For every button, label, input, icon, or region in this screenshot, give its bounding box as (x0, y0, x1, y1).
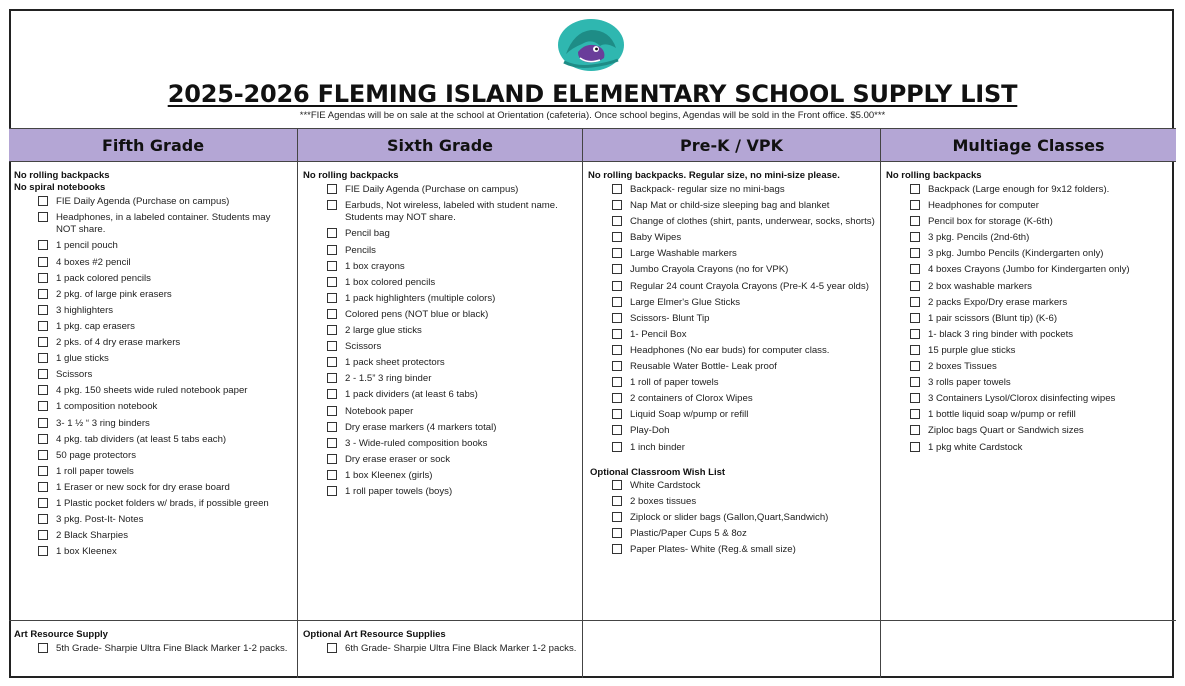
supply-item-label: Large Elmer's Glue Sticks (630, 296, 741, 308)
supply-item-label: 2 pkg. of large pink erasers (56, 288, 172, 300)
checkbox[interactable] (612, 345, 622, 355)
supply-item-label: 1 box Kleenex (girls) (345, 469, 433, 481)
supply-item-label: 3 pkg. Jumbo Pencils (Kindergarten only) (928, 248, 1104, 260)
column-heading: Fifth Grade (9, 128, 297, 162)
note: No spiral notebooks (14, 182, 106, 193)
checkbox[interactable] (38, 482, 48, 492)
supply-item-label: Ziploc bags Quart or Sandwich sizes (928, 425, 1084, 437)
checkbox[interactable] (910, 377, 920, 387)
supply-item (38, 530, 292, 542)
checkbox[interactable] (612, 377, 622, 387)
supply-item (327, 406, 577, 418)
checkbox[interactable] (38, 401, 48, 411)
checkbox[interactable] (910, 409, 920, 419)
checkbox[interactable] (327, 454, 337, 464)
supply-item (327, 470, 577, 482)
checkbox[interactable] (612, 496, 622, 506)
column-footer (9, 621, 297, 678)
supply-item (910, 442, 1171, 454)
supply-item-label: 15 purple glue sticks (928, 344, 1016, 356)
checkbox[interactable] (327, 422, 337, 432)
supply-item-label: 3 pkg. Pencils (2nd-6th) (928, 232, 1030, 244)
supply-item-label: 2 box washable markers (928, 280, 1032, 292)
column-footer (298, 621, 582, 678)
supply-item-label: 1 pencil pouch (56, 240, 118, 252)
supply-item (910, 281, 1171, 293)
checkbox[interactable] (910, 200, 920, 210)
checkbox[interactable] (327, 228, 337, 238)
supply-item (38, 196, 292, 208)
supply-item-label: Large Washable markers (630, 248, 737, 260)
supply-item (327, 184, 577, 196)
supply-item-label: 5th Grade- Sharpie Ultra Fine Black Marker 1-2 packs. (56, 643, 288, 654)
supply-item (612, 425, 875, 437)
checkbox[interactable] (38, 257, 48, 267)
checkbox[interactable] (612, 544, 622, 554)
supply-item-label: 4 pkg. 150 sheets wide ruled notebook paper (56, 385, 248, 397)
supply-item-label: Paper Plates- White (Reg.& small size) (630, 544, 796, 556)
column-body (9, 162, 297, 621)
supply-item-label: Scissors (345, 341, 382, 353)
checkbox[interactable] (38, 514, 48, 524)
supply-item (38, 401, 292, 413)
supply-item (910, 200, 1171, 212)
checkbox[interactable] (327, 486, 337, 496)
supply-item (38, 321, 292, 333)
note: No rolling backpacks (886, 170, 982, 181)
supply-item (612, 409, 875, 421)
supply-item (327, 325, 577, 337)
supply-item (910, 216, 1171, 228)
supply-item-label: 2 pks. of 4 dry erase markers (56, 337, 181, 349)
supply-item (612, 184, 875, 196)
checkbox[interactable] (38, 418, 48, 428)
page-title: 2025-2026 FLEMING ISLAND ELEMENTARY SCHOOL SUPPLY LIST (167, 80, 1018, 108)
checkbox[interactable] (910, 184, 920, 194)
column-body (298, 162, 582, 621)
supply-item (38, 450, 292, 462)
column-heading: Multiage Classes (881, 128, 1176, 162)
supply-item-label: Colored pens (NOT blue or black) (345, 308, 489, 320)
supply-item-label: Headphones (No ear buds) for computer class. (630, 344, 830, 356)
supply-item-label: Ziplock or slider bags (Gallon,Quart,Sandwich) (630, 511, 829, 523)
supply-item (38, 643, 292, 655)
checkbox[interactable] (38, 353, 48, 363)
supply-item (327, 293, 577, 305)
checkbox[interactable] (910, 264, 920, 274)
supply-table (9, 128, 1176, 678)
supply-item (612, 361, 875, 373)
supply-item-label: 1 pack sheet protectors (345, 357, 445, 369)
supply-list (588, 184, 875, 454)
supply-item (327, 454, 577, 466)
checkbox[interactable] (612, 281, 622, 291)
supply-item-label: Scissors (56, 369, 93, 381)
checkbox[interactable] (38, 273, 48, 283)
supply-item (327, 277, 577, 289)
wish-list-title: Optional Classroom Wish List (590, 466, 726, 478)
supply-item-label: 2 packs Expo/Dry erase markers (928, 296, 1068, 308)
supply-item (327, 341, 577, 353)
checkbox[interactable] (38, 530, 48, 540)
supply-item-label: 50 page protectors (56, 449, 137, 461)
supply-item-label: 2 boxes Tissues (928, 361, 997, 373)
supply-item (910, 313, 1171, 325)
supply-item (910, 345, 1171, 357)
supply-item (38, 305, 292, 317)
checkbox[interactable] (38, 212, 48, 222)
supply-item-label: 1 bottle liquid soap w/pump or refill (928, 409, 1076, 421)
supply-item (612, 248, 875, 260)
checkbox[interactable] (327, 406, 337, 416)
supply-item-label: FIE Daily Agenda (Purchase on campus) (345, 184, 519, 195)
supply-item (612, 442, 875, 454)
supply-item (38, 353, 292, 365)
checkbox[interactable] (910, 216, 920, 226)
checkbox[interactable] (327, 470, 337, 480)
supply-item (38, 514, 292, 526)
supply-item-label: Change of clothes (shirt, pants, underwear, socks, shorts) (630, 216, 875, 228)
supply-list (303, 184, 577, 498)
checkbox[interactable] (38, 305, 48, 315)
checkbox[interactable] (327, 309, 337, 319)
supply-item-label: 3- 1 ½ “ 3 ring binders (56, 417, 150, 429)
checkbox[interactable] (327, 373, 337, 383)
checkbox[interactable] (38, 289, 48, 299)
checkbox[interactable] (327, 325, 337, 335)
checkbox[interactable] (612, 442, 622, 452)
checkbox[interactable] (612, 512, 622, 522)
supply-item (38, 546, 292, 558)
supply-item-label: Jumbo Crayola Crayons (no for VPK) (630, 264, 789, 276)
checkbox[interactable] (38, 434, 48, 444)
supply-item (612, 216, 875, 228)
supply-item-label: Regular 24 count Crayola Crayons (Pre-K 4-5 year olds) (630, 280, 869, 292)
supply-item-label: Reusable Water Bottle- Leak proof (630, 361, 777, 373)
supply-item-label: 1 Plastic pocket folders w/ brads, if possible green (56, 497, 269, 509)
supply-item (327, 438, 577, 450)
supply-item (38, 369, 292, 381)
checkbox[interactable] (910, 232, 920, 242)
checkbox[interactable] (327, 357, 337, 367)
checkbox[interactable] (327, 293, 337, 303)
checkbox[interactable] (612, 313, 622, 323)
checkbox[interactable] (910, 297, 920, 307)
school-mascot-logo (556, 18, 626, 72)
supply-item-label: 2 boxes tissues (630, 495, 697, 507)
checkbox[interactable] (612, 409, 622, 419)
supply-item (612, 512, 875, 524)
supply-item-label: 1 pair scissors (Blunt tip) (K-6) (928, 312, 1058, 324)
checkbox[interactable] (612, 200, 622, 210)
checkbox[interactable] (910, 361, 920, 371)
supply-item-label: 1 composition notebook (56, 401, 158, 413)
supply-item (910, 377, 1171, 389)
checkbox[interactable] (612, 425, 622, 435)
supply-item-label: 2 containers of Clorox Wipes (630, 393, 753, 405)
checkbox[interactable] (327, 643, 337, 653)
supply-item (910, 329, 1171, 341)
supply-item-label: 1- Pencil Box (630, 328, 687, 340)
supply-item-label: 4 boxes Crayons (Jumbo for Kindergarten only) (928, 264, 1130, 276)
supply-item (38, 385, 292, 397)
supply-item (38, 289, 292, 301)
supply-item (38, 212, 292, 237)
checkbox[interactable] (38, 369, 48, 379)
supply-item (612, 480, 875, 492)
checkbox[interactable] (327, 200, 337, 210)
checkbox[interactable] (612, 480, 622, 490)
supply-item (38, 418, 292, 430)
supply-item (327, 373, 577, 385)
supply-item-label: Headphones, in a labeled container. Students may NOT share. (56, 212, 271, 236)
supply-item-label: Backpack- regular size no mini-bags (630, 184, 785, 195)
checkbox[interactable] (38, 196, 48, 206)
supply-item-label: FIE Daily Agenda (Purchase on campus) (56, 196, 230, 207)
supply-item (910, 248, 1171, 260)
checkbox[interactable] (612, 248, 622, 258)
checkbox[interactable] (612, 329, 622, 339)
footer-title: Art Resource Supply (14, 629, 108, 640)
supply-item-label: Dry erase markers (4 markers total) (345, 421, 497, 433)
supply-item (910, 297, 1171, 309)
supply-item (612, 329, 875, 341)
checkbox[interactable] (612, 393, 622, 403)
column-footer (881, 621, 1176, 678)
checkbox[interactable] (612, 528, 622, 538)
supply-item (612, 281, 875, 293)
checkbox[interactable] (38, 240, 48, 250)
supply-item (38, 434, 292, 446)
checkbox[interactable] (327, 438, 337, 448)
agenda-notice: ***FIE Agendas will be on sale at the school at Orientation (cafeteria). Once school begins, Agendas will be sold in the Front office. $5.00*** (299, 110, 886, 121)
supply-item-label: 1 box colored pencils (345, 276, 436, 288)
supply-item (612, 345, 875, 357)
supply-list (886, 184, 1171, 454)
supply-item-label: 4 pkg. tab dividers (at least 5 tabs each) (56, 433, 227, 445)
supply-item-label: Pencil box for storage (K-6th) (928, 216, 1053, 228)
supply-item-label: 1 box crayons (345, 260, 405, 272)
supply-item-label: 2 Black Sharpies (56, 530, 128, 542)
checkbox[interactable] (910, 345, 920, 355)
supply-item (910, 425, 1171, 437)
supply-item-label: 1 inch binder (630, 441, 685, 453)
supply-item (327, 200, 577, 225)
supply-item (612, 232, 875, 244)
supply-item (38, 257, 292, 269)
supply-item-label: 1 Eraser or new sock for dry erase board (56, 481, 230, 493)
checkbox[interactable] (38, 498, 48, 508)
supply-item (612, 393, 875, 405)
supply-item (612, 544, 875, 556)
footer-list (303, 643, 577, 655)
supply-item (327, 309, 577, 321)
supply-item-label: White Cardstock (630, 479, 701, 491)
supply-item (38, 498, 292, 510)
supply-item (327, 422, 577, 434)
supply-item-label: 1 glue sticks (56, 353, 109, 365)
supply-item (327, 261, 577, 273)
supply-item-label: 3 highlighters (56, 304, 114, 316)
supply-item-label: 3 Containers Lysol/Clorox disinfecting wipes (928, 393, 1116, 405)
checkbox[interactable] (38, 643, 48, 653)
supply-item-label: 1- black 3 ring binder with pockets (928, 328, 1074, 340)
checkbox[interactable] (910, 248, 920, 258)
supply-item-label: Play-Doh (630, 425, 670, 437)
footer-list (14, 643, 292, 655)
supply-item (327, 357, 577, 369)
supply-item (38, 482, 292, 494)
checkbox[interactable] (910, 329, 920, 339)
supply-item (327, 228, 577, 240)
supply-item (612, 200, 875, 212)
column-fifth-grade (9, 128, 297, 678)
supply-item (910, 393, 1171, 405)
supply-item (910, 184, 1171, 196)
column-multiage (880, 128, 1176, 678)
supply-item (910, 409, 1171, 421)
checkbox[interactable] (612, 361, 622, 371)
supply-item-label: 1 roll paper towels (boys) (345, 485, 453, 497)
supply-item (910, 264, 1171, 276)
checkbox[interactable] (38, 450, 48, 460)
column-footer (583, 621, 880, 678)
supply-item-label: Baby Wipes (630, 232, 682, 244)
checkbox[interactable] (910, 425, 920, 435)
supply-item (327, 389, 577, 401)
note: No rolling backpacks. Regular size, no mini-size please. (588, 170, 840, 181)
column-heading: Pre-K / VPK (583, 128, 880, 162)
supply-item-label: 2 large glue sticks (345, 325, 422, 337)
column-prek-vpk (582, 128, 880, 678)
supply-item (327, 643, 577, 655)
footer-title: Optional Art Resource Supplies (303, 629, 446, 640)
supply-item-label: 3 - Wide-ruled composition books (345, 437, 488, 449)
supply-item-label: 3 pkg. Post-It- Notes (56, 514, 144, 526)
checkbox[interactable] (327, 245, 337, 255)
supply-item-label: 1 roll of paper towels (630, 377, 719, 389)
checkbox[interactable] (38, 546, 48, 556)
supply-item-label: Notebook paper (345, 405, 414, 417)
checkbox[interactable] (327, 277, 337, 287)
supply-item (612, 264, 875, 276)
checkbox[interactable] (910, 313, 920, 323)
supply-item-label: Liquid Soap w/pump or refill (630, 409, 749, 421)
supply-item-label: 1 pkg white Cardstock (928, 441, 1023, 453)
supply-item (38, 466, 292, 478)
column-heading: Sixth Grade (298, 128, 582, 162)
supply-item-label: 1 box Kleenex (56, 546, 117, 558)
column-body (583, 162, 880, 621)
checkbox[interactable] (327, 261, 337, 271)
supply-item-label: Headphones for computer (928, 200, 1039, 212)
supply-item (612, 297, 875, 309)
checkbox[interactable] (910, 393, 920, 403)
supply-item (327, 245, 577, 257)
checkbox[interactable] (327, 184, 337, 194)
supply-item (612, 528, 875, 540)
note: No rolling backpacks (14, 170, 110, 181)
supply-item (612, 313, 875, 325)
supply-item (910, 361, 1171, 373)
checkbox[interactable] (327, 341, 337, 351)
supply-item (612, 377, 875, 389)
supply-item-label: 1 pack dividers (at least 6 tabs) (345, 389, 478, 401)
column-sixth-grade (297, 128, 582, 678)
checkbox[interactable] (910, 281, 920, 291)
checkbox[interactable] (38, 337, 48, 347)
supply-item-label: Pencils (345, 244, 376, 256)
supply-item-label: Plastic/Paper Cups 5 & 8oz (630, 528, 747, 540)
wish-list (588, 480, 875, 557)
checkbox[interactable] (38, 321, 48, 331)
checkbox[interactable] (38, 385, 48, 395)
supply-item (612, 496, 875, 508)
supply-list (14, 196, 292, 559)
supply-item-label: 1 pack colored pencils (56, 272, 151, 284)
supply-item-label: 6th Grade- Sharpie Ultra Fine Black Marker 1-2 packs. (345, 643, 577, 654)
checkbox[interactable] (910, 442, 920, 452)
supply-item-label: Nap Mat or child-size sleeping bag and blanket (630, 200, 830, 212)
checkbox[interactable] (327, 389, 337, 399)
column-body (881, 162, 1176, 621)
supply-item-label: 2 - 1.5” 3 ring binder (345, 373, 432, 385)
supply-item-label: 1 pack highlighters (multiple colors) (345, 292, 496, 304)
supply-item-label: 4 boxes #2 pencil (56, 256, 131, 268)
checkbox[interactable] (612, 216, 622, 226)
supply-item-label: Backpack (Large enough for 9x12 folders). (928, 184, 1110, 195)
note: No rolling backpacks (303, 170, 399, 181)
supply-item (38, 337, 292, 349)
supply-item-label: 3 rolls paper towels (928, 377, 1011, 389)
checkbox[interactable] (612, 184, 622, 194)
checkbox[interactable] (612, 264, 622, 274)
supply-item-label: 1 pkg. cap erasers (56, 320, 135, 332)
checkbox[interactable] (38, 466, 48, 476)
supply-item (38, 273, 292, 285)
supply-item (327, 486, 577, 498)
supply-item-label: Pencil bag (345, 228, 390, 240)
supply-item-label: Dry erase eraser or sock (345, 453, 451, 465)
supply-item (910, 232, 1171, 244)
supply-item (38, 240, 292, 252)
supply-item-label: 1 roll paper towels (56, 465, 134, 477)
supply-item-label: Earbuds, Not wireless, labeled with student name. Students may NOT share. (345, 200, 558, 224)
supply-item-label: Scissors- Blunt Tip (630, 312, 710, 324)
checkbox[interactable] (612, 297, 622, 307)
checkbox[interactable] (612, 232, 622, 242)
